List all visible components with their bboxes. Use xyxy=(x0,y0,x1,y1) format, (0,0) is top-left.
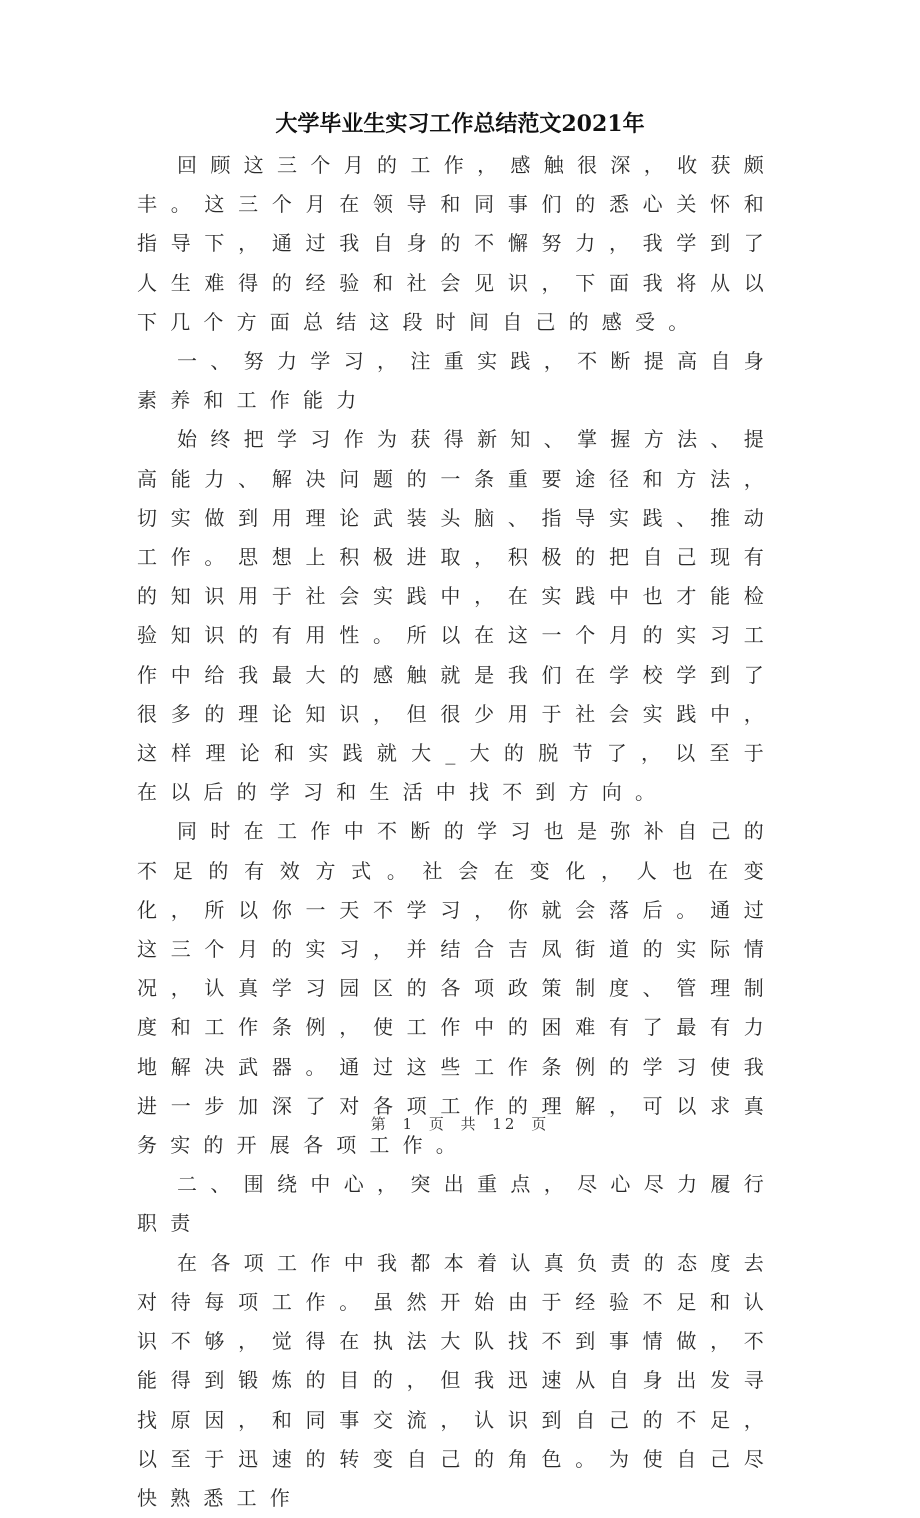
body-paragraph: 同时在工作中不断的学习也是弥补自己的不足的有效方式。社会在变化，人也在变化，所以你一天不学习，你就会落后。通过这三个月的实习，并结合吉凤街道的实际情况，认真学习园区的各项政策制度、管理制度和工作条例，使工作中的困难有了最有力地解决武器。通过这些工作条例的学习使我进一步加深了对各项工作的理解，可以求真务实的开展各项工作。 xyxy=(137,819,777,1158)
body-paragraph: 在各项工作中我都本着认真负责的态度去对待每项工作。虽然开始由于经验不足和认识不够，觉得在执法大队找不到事情做，不能得到锻炼的目的，但我迅速从自身出发寻找原因，和同事交流，认识到自己的不足，以至于迅速的转变自己的角色。为使自己尽快熟悉工作 xyxy=(137,1250,777,1510)
section-heading-2: 二、围绕中心，突出重点，尽心尽力履行职责 xyxy=(137,1172,777,1236)
section-heading-1: 一、努力学习，注重实践，不断提高自身素养和工作能力 xyxy=(137,349,777,413)
intro-paragraph: 回顾这三个月的工作，感触很深，收获颇丰。这三个月在领导和同事们的悉心关怀和指导下，通过我自身的不懈努力，我学到了人生难得的经验和社会见识，下面我将从以下几个方面总结这段时间自己的感受。 xyxy=(137,153,777,334)
document-title: 大学毕业生实习工作总结范文2021年 xyxy=(275,111,645,137)
body-paragraph: 始终把学习作为获得新知、掌握方法、提高能力、解决问题的一条重要途径和方法，切实做到用理论武装头脑、指导实践、推动工作。思想上积极进取，积极的把自己现有的知识用于社会实践中，在实践中也才能检验知识的有用性。所以在这一个月的实习工作中给我最大的感触就是我们在学校学到了很多的理论知识，但很少用于社会实践中，这样理论和实践就大_大的脱节了，以至于在以后的学习和生活中找不到方向。 xyxy=(137,427,777,805)
page-number-footer: 第 1 页 共 12 页 xyxy=(370,1115,550,1133)
document-body xyxy=(137,146,777,1518)
